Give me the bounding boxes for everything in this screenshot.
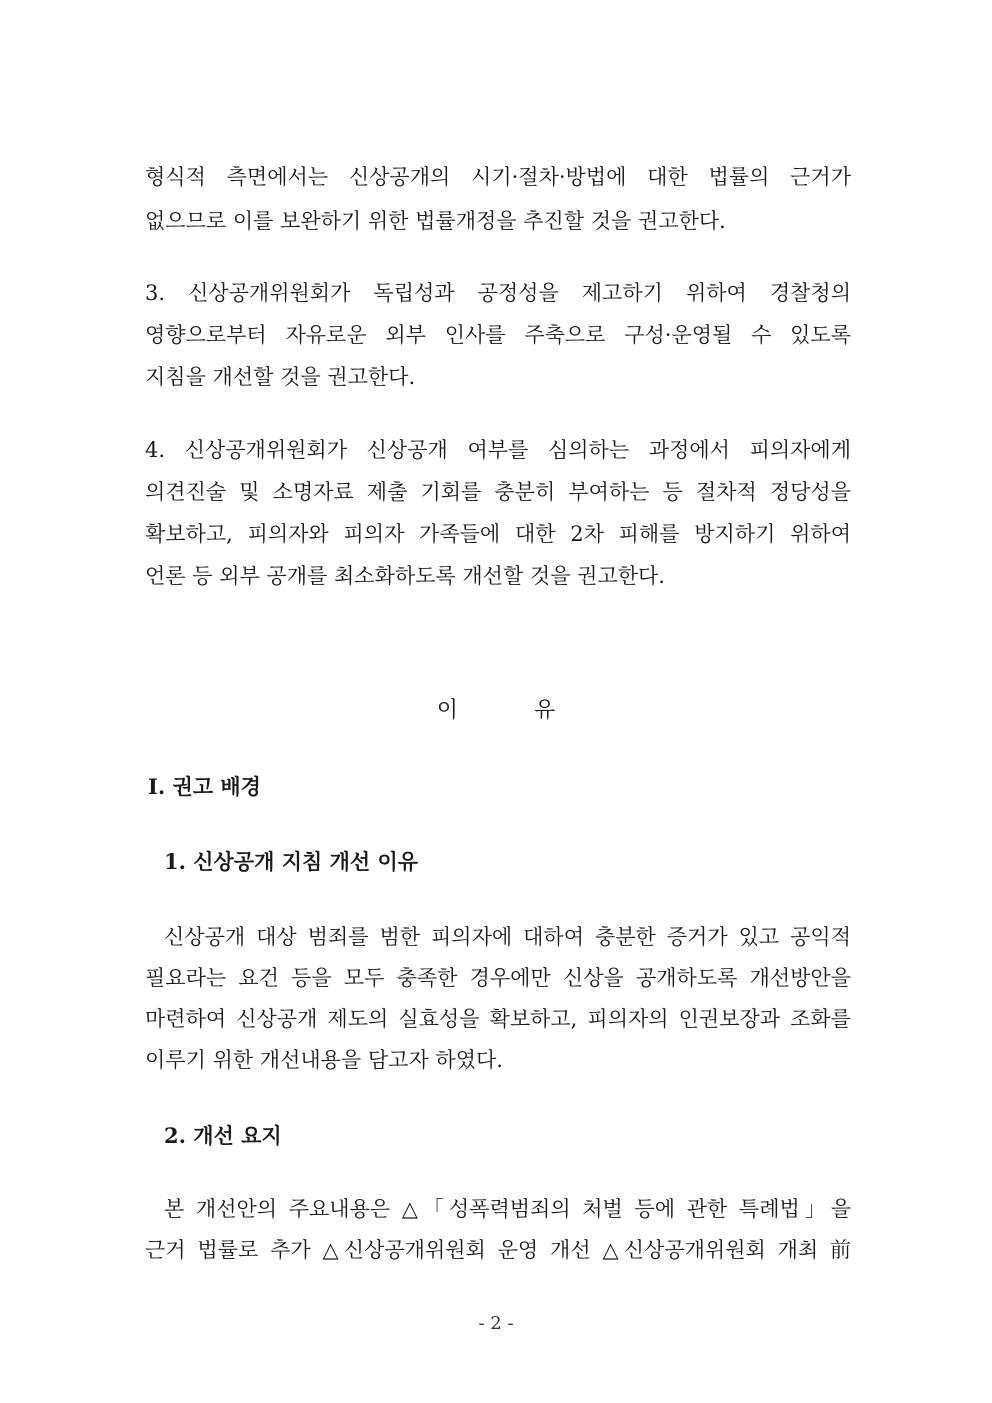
reason-heading-char: 이	[436, 698, 458, 723]
page-number: - 2 -	[478, 1313, 514, 1334]
paragraph-line: 없으므로 이를 보완하기 위한 법률개정을 추진할 것을 권고한다.	[145, 209, 726, 233]
subsection-1-line: 필요라는 요건 등을 모두 충족한 경우에만 신상을 공개하도록 개선방안을	[145, 966, 851, 990]
recommendation-3-line: 3. 신상공개위원회가 독립성과 공정성을 제고하기 위하여 경찰청의	[145, 281, 851, 305]
subsection-1-line: 신상공개 대상 범죄를 범한 피의자에 대하여 충분한 증거가 있고 공익적	[164, 925, 851, 949]
recommendation-4-line: 4. 신상공개위원회가 신상공개 여부를 심의하는 과정에서 피의자에게	[145, 438, 851, 462]
recommendation-4-line: 의견진술 및 소명자료 제출 기회를 충분히 부여하는 등 절차적 정당성을	[145, 480, 851, 504]
subsection-title: 2. 개선 요지	[164, 1123, 282, 1148]
paragraph-line: 형식적 측면에서는 신상공개의 시기·절차·방법에 대한 법률의 근거가	[145, 165, 851, 189]
reason-heading	[0, 697, 992, 725]
subsection-1-line: 이루기 위한 개선내용을 담고자 하였다.	[145, 1048, 503, 1072]
recommendation-3-line: 지침을 개선할 것을 권고한다.	[145, 365, 416, 389]
recommendation-4-line: 언론 등 외부 공개를 최소화하도록 개선할 것을 권고한다.	[145, 564, 665, 588]
subsection-2-line: 근거 법률로 추가 △신상공개위원회 운영 개선 △신상공개위원회 개최 前	[145, 1238, 851, 1262]
subsection-1-line: 마련하여 신상공개 제도의 실효성을 확보하고, 피의자의 인권보장과 조화를	[145, 1007, 851, 1031]
recommendation-4-line: 확보하고, 피의자와 피의자 가족들에 대한 2차 피해를 방지하기 위하여	[145, 522, 851, 546]
reason-heading-char: 유	[534, 698, 556, 723]
subsection-title: 1. 신상공개 지침 개선 이유	[164, 849, 419, 874]
recommendation-3-line: 영향으로부터 자유로운 외부 인사를 주축으로 구성·운영될 수 있도록	[145, 323, 851, 347]
subsection-2-line: 본 개선안의 주요내용은 △「성폭력범죄의 처벌 등에 관한 특례법」을	[164, 1197, 851, 1221]
section-title: Ⅰ. 권고 배경	[148, 774, 261, 799]
